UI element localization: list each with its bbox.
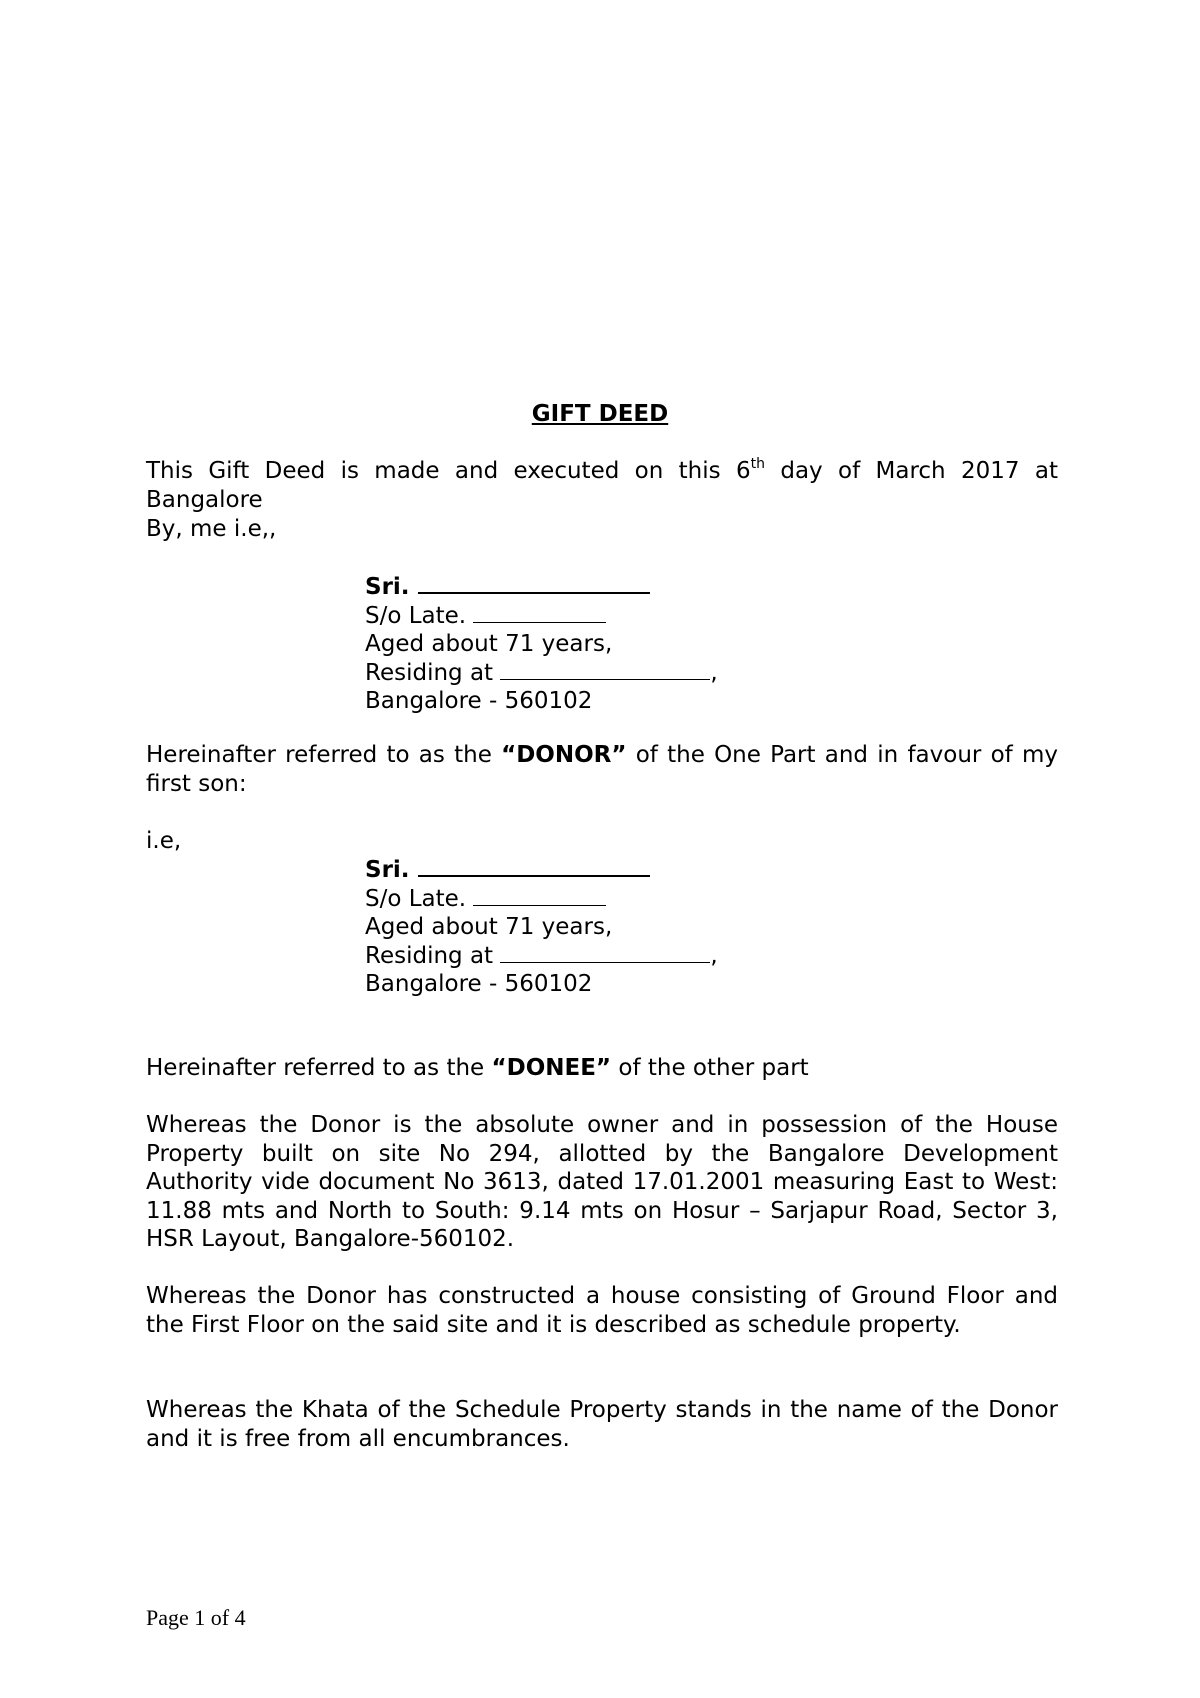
donor-residence-blank[interactable] bbox=[500, 659, 710, 680]
intro-text: This Gift Deed is made and executed on this 6 bbox=[146, 458, 751, 484]
donor-father-blank[interactable] bbox=[473, 602, 606, 623]
donee-sri-label: Sri. bbox=[365, 857, 418, 883]
donee-father-line bbox=[365, 885, 865, 914]
donor-ref-text: Hereinafter referred to as the bbox=[146, 742, 502, 768]
page-number-footer: Page 1 of 4 bbox=[146, 1605, 246, 1630]
donor-sri-label: Sri. bbox=[365, 574, 418, 600]
donee-reference-paragraph bbox=[146, 1054, 1058, 1083]
donor-father-line bbox=[365, 602, 865, 631]
intro-paragraph bbox=[146, 457, 1058, 514]
intro-text-rest: day of March 2017 at Bangalore bbox=[146, 458, 1058, 513]
ie-line: i.e, bbox=[146, 828, 182, 854]
donee-details bbox=[365, 855, 865, 999]
whereas-paragraph-2: Whereas the Donor has constructed a house consisting of Ground Floor and the First Floor on the said site and it is described as schedule property. bbox=[146, 1283, 1058, 1338]
donor-ref-bold: “DONOR” bbox=[501, 742, 627, 768]
donor-name-blank[interactable] bbox=[418, 572, 650, 594]
donor-reference-paragraph bbox=[146, 741, 1058, 798]
donee-ref-text: Hereinafter referred to as the bbox=[146, 1055, 492, 1081]
donee-name-line bbox=[365, 855, 865, 885]
donor-residence-label: Residing at bbox=[365, 659, 501, 686]
donee-father-label: S/o Late. bbox=[365, 885, 474, 912]
donor-age-line: Aged about 71 years, bbox=[365, 631, 613, 657]
donee-father-blank[interactable] bbox=[473, 885, 606, 906]
donee-city-line: Bangalore - 560102 bbox=[365, 971, 593, 997]
donor-residence-comma: , bbox=[710, 659, 718, 686]
whereas-paragraph-1: Whereas the Donor is the absolute owner and in possession of the House Property built on site No 294, allotted by the Bangalore Development Authority vide document No 3613, dated 17.01.2001 measuring East to West: 11.88 mts and North to South: 9.14 mts on Hosur – Sarjapur Road, Sector 3, HSR Layout, Bangalore-560102. bbox=[146, 1112, 1058, 1252]
donor-name-line bbox=[365, 572, 865, 602]
donee-residence-comma: , bbox=[710, 942, 718, 969]
document-title: GIFT DEED bbox=[531, 401, 669, 427]
donee-ref-bold: “DONEE” bbox=[491, 1055, 612, 1081]
donee-ref-text-rest: of the other part bbox=[611, 1055, 809, 1081]
donor-details bbox=[365, 572, 865, 716]
donee-age-line: Aged about 71 years, bbox=[365, 914, 613, 940]
intro-superscript: th bbox=[750, 456, 765, 472]
donee-residence-blank[interactable] bbox=[500, 942, 710, 963]
donee-residence-label: Residing at bbox=[365, 942, 501, 969]
donee-name-blank[interactable] bbox=[418, 855, 650, 877]
donee-residence-line bbox=[365, 942, 865, 971]
donor-residence-line bbox=[365, 659, 865, 688]
donor-father-label: S/o Late. bbox=[365, 602, 474, 629]
donor-ref-text-rest: of the One Part and in favour of my first son: bbox=[146, 742, 1058, 797]
whereas-paragraph-3: Whereas the Khata of the Schedule Property stands in the name of the Donor and it is free from all encumbrances. bbox=[146, 1397, 1058, 1452]
by-line: By, me i.e,, bbox=[146, 516, 277, 542]
donor-city-line: Bangalore - 560102 bbox=[365, 688, 593, 714]
